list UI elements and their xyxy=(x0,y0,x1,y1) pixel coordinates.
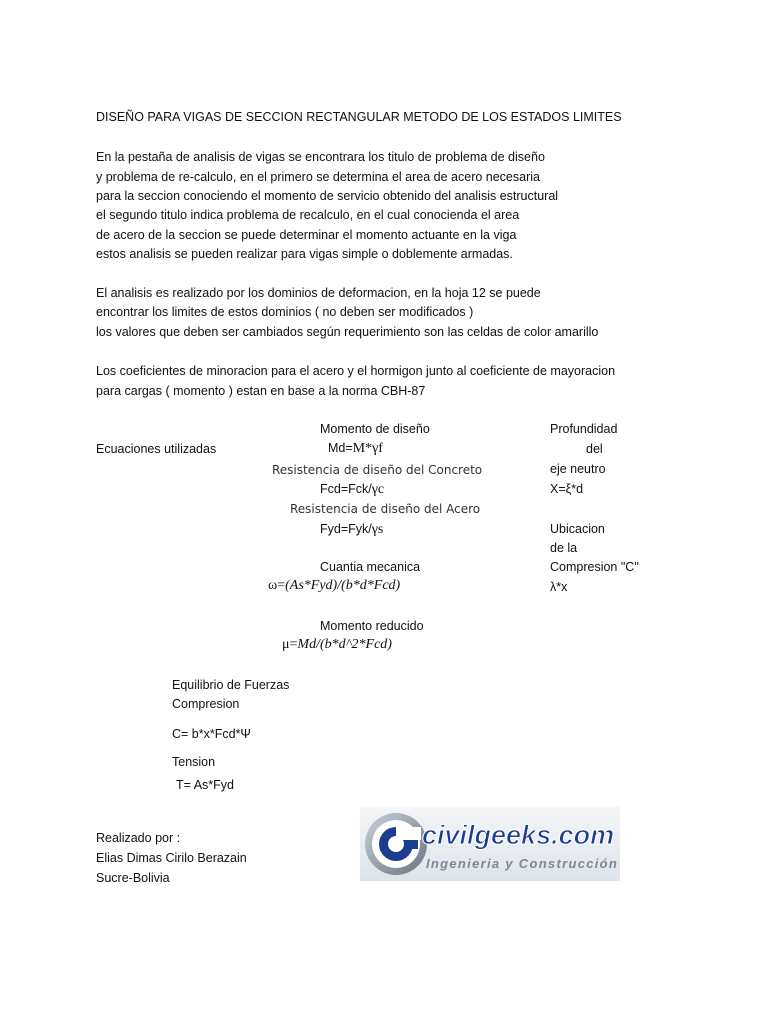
para1-line: el segundo titulo indica problema de recalculo, en el cual conocienda el area xyxy=(96,208,520,222)
md-prefix: Md= xyxy=(328,441,353,455)
credits-label: Realizado por : xyxy=(96,831,181,845)
md-equation xyxy=(328,441,383,456)
para1-line: estos analisis se pueden realizar para vigas simple o doblemente armadas. xyxy=(96,247,513,261)
concrete-strength-title: Resistencia de diseño del Concreto xyxy=(272,463,483,477)
credits-author: Elias Dimas Cirilo Berazain xyxy=(96,851,247,865)
reduced-moment-title: Momento reducido xyxy=(320,619,424,633)
credits-location: Sucre-Bolivia xyxy=(96,871,170,885)
omega-equation xyxy=(268,578,400,593)
para3-line: para cargas ( momento ) estan en base a la norma CBH-87 xyxy=(96,384,426,398)
omega-prefix: ω= xyxy=(268,578,286,593)
para2-line: encontrar los limites de estos dominios ( no deben ser modificados ) xyxy=(96,305,474,319)
fyd-prefix: Fyd=Fyk/ xyxy=(320,522,372,536)
location-formula: λ*x xyxy=(550,580,568,594)
para2-line: los valores que deben ser cambiados según requerimiento son las celdas de color amarillo xyxy=(96,325,599,339)
g-emblem-icon xyxy=(365,813,427,875)
document-title: DISEÑO PARA VIGAS DE SECCION RECTANGULAR METODO DE LOS ESTADOS LIMITES xyxy=(96,110,622,124)
para1-line: de acero de la seccion se puede determinar el momento actuante en la viga xyxy=(96,228,517,242)
location-line1: Ubicacion xyxy=(550,522,605,536)
para1-line: para la seccion conociendo el momento de servicio obtenido del analisis estructural xyxy=(96,189,559,203)
depth-line3: eje neutro xyxy=(550,462,606,476)
tension-formula: T= As*Fyd xyxy=(176,778,235,792)
para1-line: En la pestaña de analisis de vigas se encontrara los titulo de problema de diseño xyxy=(96,150,545,164)
mu-prefix: μ= xyxy=(282,637,298,652)
logo-brand-text: civilgeeks.com xyxy=(422,820,615,850)
tension-label: Tension xyxy=(172,755,216,769)
fcd-tail: γc xyxy=(371,482,385,497)
fyd-tail: γs xyxy=(371,522,384,537)
mu-equation xyxy=(282,637,392,652)
depth-line2: del xyxy=(586,442,603,456)
omega-formula: (As*Fyd)/(b*d*Fcd) xyxy=(285,578,401,593)
fcd-prefix: Fcd=Fck/ xyxy=(320,482,372,496)
para1-line: y problema de re-calculo, en el primero se determina el area de acero necesaria xyxy=(96,170,540,184)
location-line2: de la xyxy=(550,541,578,555)
cuantia-title: Cuantia mecanica xyxy=(320,560,421,574)
steel-strength-title: Resistencia de diseño del Acero xyxy=(290,502,481,516)
depth-formula: X=ξ*d xyxy=(550,482,584,496)
moment-design-title: Momento de diseño xyxy=(320,422,430,436)
fcd-equation xyxy=(320,482,384,497)
depth-line1: Profundidad xyxy=(550,422,618,436)
fyd-equation xyxy=(320,522,383,537)
para3-line: Los coeficientes de minoracion para el acero y el hormigon junto al coeficiente de mayoracion xyxy=(96,364,616,378)
mu-formula: Md/(b*d^2*Fcd) xyxy=(297,637,392,652)
md-formula: M*γf xyxy=(352,441,383,456)
compression-label: Compresion xyxy=(172,697,240,711)
logo-tagline-text: Ingenieria y Construcción xyxy=(426,856,619,871)
civilgeeks-logo-graphic xyxy=(360,806,620,881)
equilibrium-title: Equilibrio de Fuerzas xyxy=(172,678,290,692)
civilgeeks-logo xyxy=(360,806,620,881)
para2-line: El analisis es realizado por los dominios de deformacion, en la hoja 12 se puede xyxy=(96,286,541,300)
compression-formula: C= b*x*Fcd*Ψ xyxy=(172,727,251,741)
equations-label: Ecuaciones utilizadas xyxy=(96,442,217,456)
location-line3: Compresion "C" xyxy=(550,560,639,574)
